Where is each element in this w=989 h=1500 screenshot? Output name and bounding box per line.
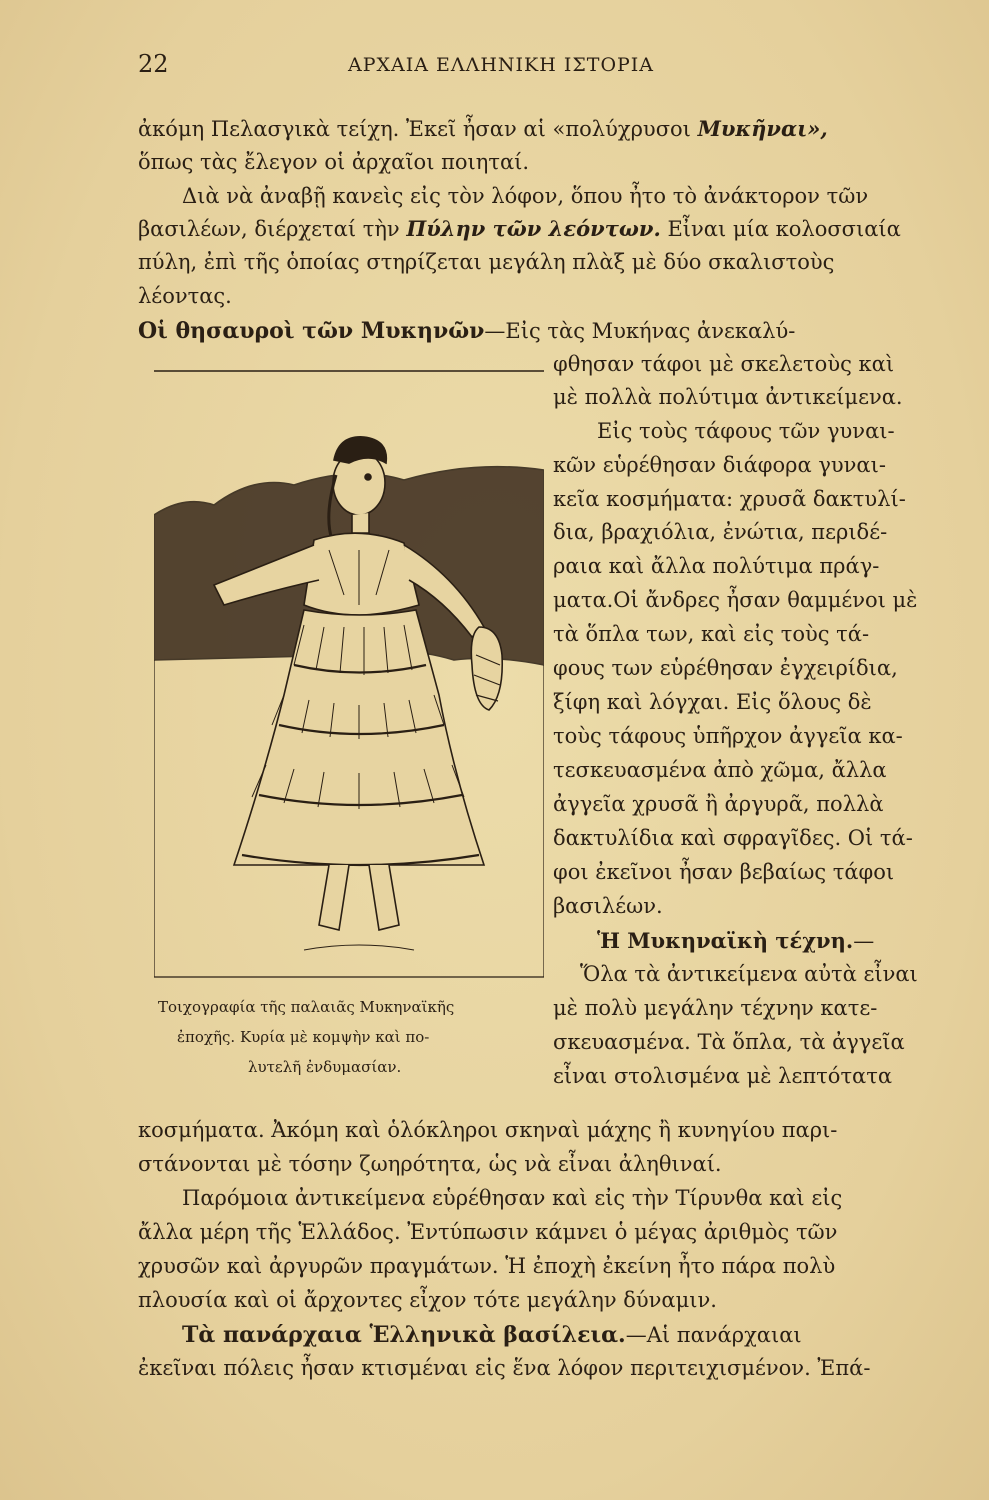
text-line: εἶναι στολισμένα μὲ λεπτότατα xyxy=(553,1064,893,1088)
text-line: ραια καὶ ἄλλα πολύτιμα πράγ- xyxy=(553,554,880,578)
text-line: ἐκεῖναι πόλεις ἦσαν κτισμέναι εἰς ἕνα λόφον περιτειχισμένον. Ἐπά- xyxy=(138,1356,871,1380)
text-line: φοι ἐκεῖνοι ἦσαν βεβαίως τάφοι xyxy=(553,860,895,884)
text-line: δια, βραχιόλια, ἐνώτια, περιδέ- xyxy=(553,520,888,544)
page-header xyxy=(138,50,948,84)
text-line: τὰ ὅπλα των, καὶ εἰς τοὺς τά- xyxy=(553,622,870,646)
text-line: βασιλέων. xyxy=(553,894,663,918)
text-span: —Αἱ πανάρχαιαι xyxy=(625,1323,802,1347)
section-heading-line xyxy=(597,930,948,952)
text-line: μὲ πολὺ μεγάλην τέχνην κατε- xyxy=(553,996,878,1020)
heading-mycenaean-art: Ἡ Μυκηναϊκὴ τέχνη. xyxy=(597,928,854,953)
text-line: ἄλλα μέρη τῆς Ἑλλάδος. Ἐντύπωσιν κάμνει ὁ μέγας ἀριθμὸς τῶν xyxy=(138,1220,838,1244)
text-line: χρυσῶν καὶ ἀργυρῶν πραγμάτων. Ἡ ἐποχὴ ἐκείνη ἦτο πάρα πολὺ xyxy=(138,1254,836,1278)
page-number: 22 xyxy=(138,50,169,78)
text-span: Εἶναι μία κολοσσιαία xyxy=(667,217,901,241)
text-span: — xyxy=(853,929,875,953)
emphasis-mykenai: Μυκῆναι», xyxy=(697,116,828,141)
text-line: ματα.Οἱ ἄνδρες ἦσαν θαμμένοι μὲ xyxy=(553,588,918,612)
text-line: κῶν εὑρέθησαν διάφορα γυναι- xyxy=(553,453,886,477)
section-heading-line xyxy=(138,320,948,342)
text-line: φθησαν τάφοι μὲ σκελετοὺς καὶ xyxy=(553,352,895,376)
text-line: ἀγγεῖα χρυσᾶ ἢ ἀργυρᾶ, πολλὰ xyxy=(553,792,884,816)
text-line: σκευασμένα. Τὰ ὅπλα, τὰ ἀγγεῖα xyxy=(553,1030,905,1054)
text-line: Εἰς τοὺς τάφους τῶν γυναι- xyxy=(597,419,895,443)
section-heading-line xyxy=(182,1324,948,1346)
text-line: στάνονται μὲ τόσην ζωηρότητα, ὡς νὰ εἶναι ἀληθιναί. xyxy=(138,1152,722,1176)
text-line: τοὺς τάφους ὑπῆρχον ἀγγεῖα κα- xyxy=(553,724,903,748)
heading-treasures: Οἱ θησαυροὶ τῶν Μυκηνῶν xyxy=(138,318,485,344)
emphasis-lion-gate: Πύλην τῶν λεόντων. xyxy=(406,216,661,241)
text-line: λέοντας. xyxy=(138,284,232,308)
text-span: βασιλέων, διέρχεταί τὴν xyxy=(138,217,400,241)
text-line: τεσκευασμένα ἀπὸ χῶμα, ἄλλα xyxy=(553,758,887,782)
text-line: Ὅλα τὰ ἀντικείμενα αὐτὰ εἶναι xyxy=(580,962,918,986)
text-line: δακτυλίδια καὶ σφραγῖδες. Οἱ τά- xyxy=(553,826,913,850)
running-title: ΑΡΧΑΙΑ ΕΛΛΗΝΙΚΗ ΙΣΤΟΡΙΑ xyxy=(348,54,655,76)
figure-caption-line: λυτελῆ ἐνδυμασίαν. xyxy=(248,1058,402,1076)
text-line: Διὰ νὰ ἀναβῇ κανεὶς εἰς τὸν λόφον, ὅπου ἦτο τὸ ἀνάκτορον τῶν xyxy=(182,184,869,208)
fresco-illustration xyxy=(154,365,544,985)
text-line xyxy=(138,218,948,240)
text-line: πύλη, ἐπὶ τῆς ὁποίας στηρίζεται μεγάλη πλὰξ μὲ δύο σκαλιστοὺς xyxy=(138,250,835,274)
text-line: φους των εὑρέθησαν ἐγχειρίδια, xyxy=(553,656,898,680)
text-line xyxy=(138,118,948,140)
figure-caption-line: ἐποχῆς. Κυρία μὲ κομψὴν καὶ πο- xyxy=(177,1028,430,1046)
text-span: ἀκόμη Πελασγικὰ τείχη. Ἐκεῖ ἦσαν αἱ «πολύχρυσοι xyxy=(138,117,691,141)
text-line: κεῖα κοσμήματα: χρυσᾶ δακτυλί- xyxy=(553,487,906,511)
heading-ancient-kingdoms: Τὰ πανάρχαια Ἑλληνικὰ βασίλεια. xyxy=(182,1322,626,1348)
text-line: κοσμήματα. Ἀκόμη καὶ ὁλόκληροι σκηναὶ μάχης ἢ κυνηγίου παρι- xyxy=(138,1118,838,1142)
text-line: ὅπως τὰς ἔλεγον οἱ ἀρχαῖοι ποιηταί. xyxy=(138,150,530,174)
text-span: —Εἰς τὰς Μυκήνας ἀνεκαλύ- xyxy=(484,319,796,343)
text-line: Παρόμοια ἀντικείμενα εὑρέθησαν καὶ εἰς τὴν Τίρυνθα καὶ εἰς xyxy=(182,1186,843,1210)
text-line: πλουσία καὶ οἱ ἄρχοντες εἶχον τότε μεγάλην δύναμιν. xyxy=(138,1288,717,1312)
figure-caption-line: Τοιχογραφία τῆς παλαιᾶς Μυκηναϊκῆς xyxy=(158,998,455,1016)
text-line: ξίφη καὶ λόγχαι. Εἰς ὅλους δὲ xyxy=(553,690,872,714)
text-line: μὲ πολλὰ πολύτιμα ἀντικείμενα. xyxy=(553,385,903,409)
